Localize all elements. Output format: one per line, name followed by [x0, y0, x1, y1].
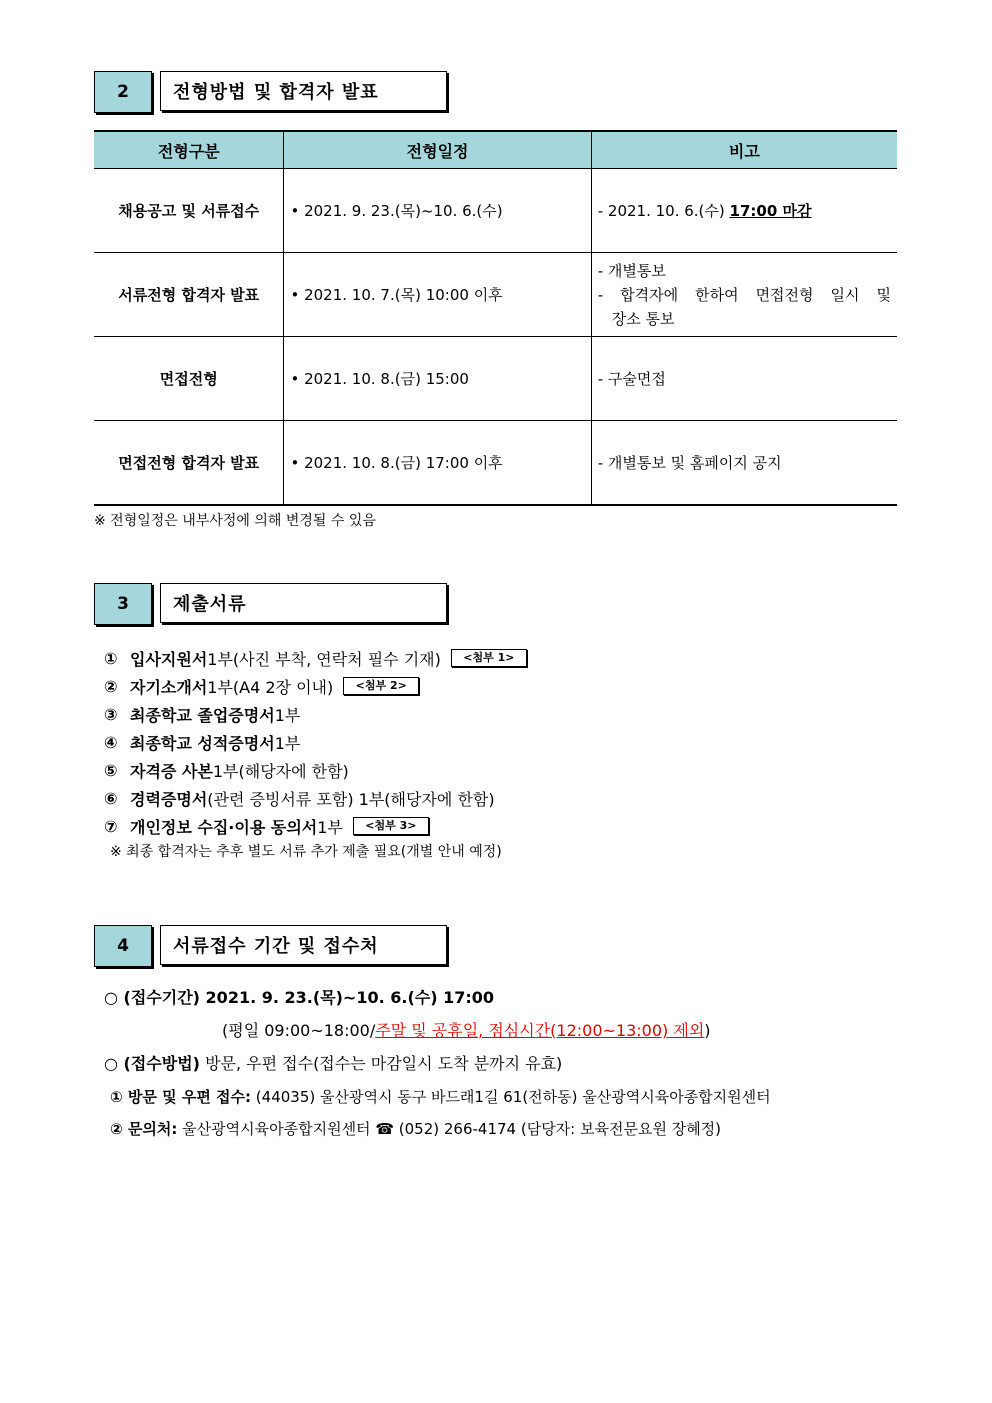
- note-text: - 구술면접: [598, 367, 891, 391]
- application-period: ○ (접수기간) 2021. 9. 23.(목)~10. 6.(수) 17:00: [104, 988, 495, 1007]
- note-cell: [591, 253, 897, 337]
- schedule-cell: [284, 169, 591, 253]
- contact-label: ② 문의처:: [110, 1120, 178, 1138]
- column-header: 비고: [591, 131, 897, 169]
- section-title: 전형방법 및 합격자 발표: [160, 71, 447, 111]
- item-number: ①: [104, 648, 118, 668]
- submission-address: [110, 1086, 771, 1107]
- schedule-text: • 2021. 10. 7.(목) 10:00 이후: [290, 286, 502, 304]
- hours-close: ): [704, 1021, 711, 1040]
- section-number: 3: [94, 583, 152, 625]
- excluded-hours: 주말 및 공휴일, 점심시간(12:00~13:00) 제외: [375, 1021, 705, 1040]
- section-number: 4: [94, 925, 152, 967]
- schedule-cell: [284, 421, 591, 506]
- list-item: [104, 644, 527, 672]
- section-title: 제출서류: [160, 583, 447, 623]
- item-number: ⑦: [104, 816, 118, 836]
- method-label: ○ (접수방법): [104, 1054, 200, 1073]
- schedule-cell: [284, 253, 591, 337]
- document-detail: 1부(해당자에 한함): [212, 761, 349, 781]
- address-label: ① 방문 및 우편 접수:: [110, 1088, 252, 1106]
- contact-text: 울산광역시육아종합지원센터 ☎ (052) 266-4174 (담당자: 보육전문요원 장혜정): [177, 1120, 722, 1138]
- item-number: ⑥: [104, 788, 118, 808]
- item-number: ③: [104, 704, 118, 724]
- document-detail: 1부: [274, 733, 301, 753]
- note-cell: [591, 337, 897, 421]
- note-cell: [591, 421, 897, 506]
- item-number: ⑤: [104, 760, 118, 780]
- document-detail: 1부(A4 2장 이내): [207, 677, 334, 697]
- schedule-text: • 2021. 9. 23.(목)~10. 6.(수): [290, 202, 502, 220]
- hours-text: (평일 09:00~18:00/: [222, 1021, 376, 1040]
- stage-cell: 면접전형: [94, 337, 284, 421]
- list-item: [104, 728, 527, 756]
- item-number: ④: [104, 732, 118, 752]
- list-item: [104, 672, 527, 700]
- method-text: 방문, 우편 접수(접수는 마감일시 도착 분까지 유효): [199, 1054, 563, 1073]
- section-number: 2: [94, 71, 152, 113]
- document-name: 최종학교 성적증명서: [130, 733, 275, 753]
- attachment-badge: <첨부 2>: [343, 677, 419, 695]
- documents-footnote: ※ 최종 합격자는 추후 별도 서류 추가 제출 필요(개별 안내 예정): [110, 844, 502, 860]
- schedule-text: • 2021. 10. 8.(금) 17:00 이후: [290, 454, 502, 472]
- schedule-text: • 2021. 10. 8.(금) 15:00: [290, 370, 468, 388]
- stage-cell: 면접전형 합격자 발표: [94, 421, 284, 506]
- table-row: [94, 253, 897, 337]
- document-list: [104, 644, 527, 864]
- address-text: (44035) 울산광역시 동구 바드래1길 61(전하동) 울산광역시육아종합지원센터: [251, 1088, 771, 1106]
- note-text: - 합격자에 한하여 면접전형 일시 및: [598, 283, 891, 307]
- document-name: 최종학교 졸업증명서: [130, 705, 275, 725]
- document-detail: 1부(사진 부착, 연락처 필수 기재): [207, 649, 441, 669]
- schedule-footnote: ※ 전형일정은 내부사정에 의해 변경될 수 있음: [94, 513, 376, 529]
- document-detail: 1부: [274, 705, 301, 725]
- note-pre: 2021. 10. 6.(수): [607, 201, 730, 220]
- list-item: [104, 812, 527, 840]
- document-detail: (관련 증빙서류 포함) 1부(해당자에 한함): [207, 789, 495, 809]
- attachment-badge: <첨부 3>: [353, 817, 429, 835]
- column-header: 전형구분: [94, 131, 284, 169]
- document-name: 자격증 사본: [130, 761, 213, 781]
- table-row: [94, 337, 897, 421]
- contact-info: [110, 1118, 721, 1139]
- document-detail: 1부: [317, 817, 343, 837]
- stage-cell: 서류전형 합격자 발표: [94, 253, 284, 337]
- note-text: - 개별통보: [598, 259, 891, 283]
- schedule-cell: [284, 337, 591, 421]
- note-text: 장소 통보: [611, 309, 675, 328]
- note-text: - 개별통보 및 홈페이지 공지: [598, 451, 891, 475]
- list-item: [104, 700, 527, 728]
- application-method: [104, 1051, 562, 1074]
- schedule-table: [94, 130, 897, 506]
- table-row: [94, 421, 897, 506]
- list-item: [104, 756, 527, 784]
- note-cell: [591, 169, 897, 253]
- list-item: [104, 784, 527, 812]
- item-number: ②: [104, 676, 118, 696]
- document-name: 경력증명서: [130, 789, 208, 809]
- deadline-emphasis: 17:00 마감: [729, 201, 812, 220]
- table-header-row: [94, 131, 897, 169]
- column-header: 전형일정: [284, 131, 591, 169]
- business-hours: [222, 1018, 711, 1041]
- document-name: 입사지원서: [130, 649, 208, 669]
- document-name: 자기소개서: [130, 677, 208, 697]
- stage-cell: 채용공고 및 서류접수: [94, 169, 284, 253]
- document-name: 개인정보 수집·이용 동의서: [130, 817, 318, 837]
- table-row: [94, 169, 897, 253]
- attachment-badge: <첨부 1>: [451, 649, 527, 667]
- note-text: [598, 199, 891, 223]
- section-title: 서류접수 기간 및 접수처: [160, 925, 447, 965]
